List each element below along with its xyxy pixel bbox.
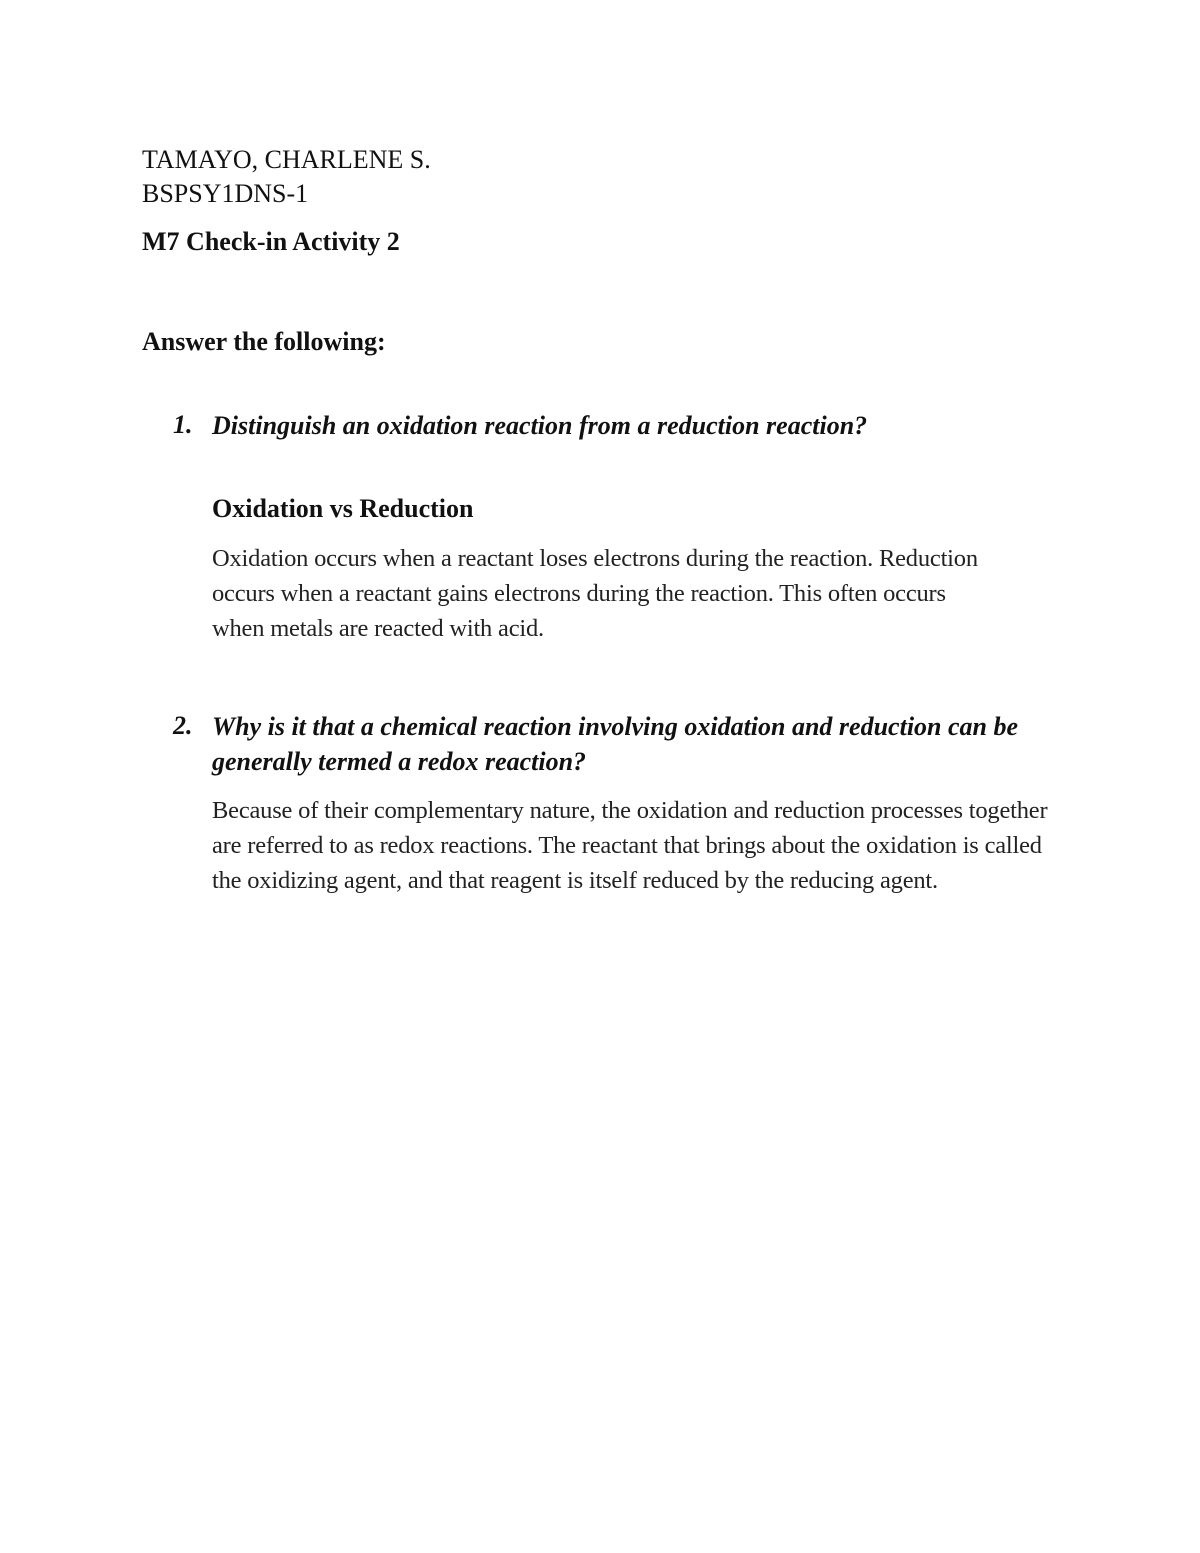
answer-1-paragraph: Oxidation occurs when a reactant loses electrons during the reaction. Reduction occurs when a reactant gains electrons during the reaction. This often occurs when metals are reacted with acid.: [212, 545, 978, 642]
question-2-text: Why is it that a chemical reaction involving oxidation and reduction can be generally termed a redox reaction?: [212, 712, 1019, 776]
class-section: BSPSY1DNS-1: [142, 179, 309, 208]
answer-2-paragraph: Because of their complementary nature, the oxidation and reduction processes together are referred to as redox reactions. The reactant that brings about the oxidation is called the oxidizing agent, and that reagent is itself reduced by the reducing agent.: [212, 797, 1048, 894]
student-name: TAMAYO, CHARLENE S.: [142, 145, 431, 174]
answer-1-subheading: Oxidation vs Reduction: [212, 494, 474, 523]
question-1-number: 1.: [173, 410, 193, 439]
instructions-heading: Answer the following:: [142, 327, 386, 356]
question-1-text: Distinguish an oxidation reaction from a reduction reaction?: [212, 411, 868, 440]
activity-title: M7 Check-in Activity 2: [142, 227, 400, 256]
question-2-number: 2.: [173, 711, 193, 740]
